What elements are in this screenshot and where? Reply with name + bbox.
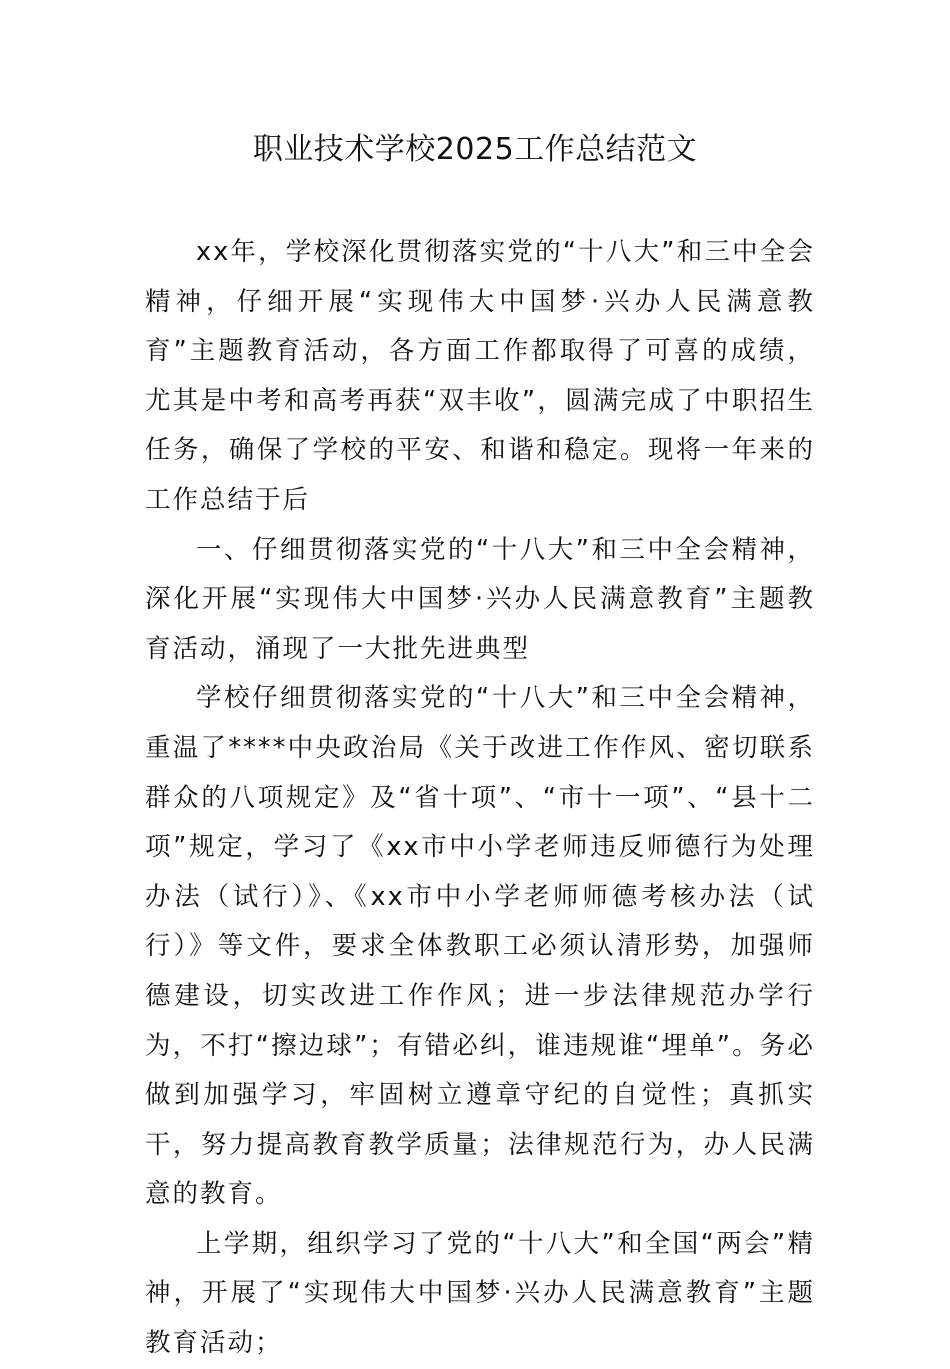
paragraph-intro: xx年，学校深化贯彻落实党的“十八大”和三中全会精神，仔细开展“实现伟大中国梦·兴办人民满意教育”主题教育活动，各方面工作都取得了可喜的成绩，尤其是中考和高考再获“双丰收”，圆满完成了中职招生任务，确保了学校的平安、和谐和稳定。现将一年来的工作总结于后 (145, 237, 815, 515)
paragraph-study: 学校仔细贯彻落实党的“十八大”和三中全会精神，重温了****中央政治局《关于改进工作作风、密切联系群众的八项规定》及“省十项”、“市十一项”、“县十二项”规定，学习了《xx市中小学老师违反师德行为处理办法（试行）》、《xx市中小学老师师德考核办法（试行）》等文件，要求全体教职工必须认清形势，加强师德建设，切实改进工作作风；进一步法律规范办学行为，不打“擦边球”；有错必纠，谁违规谁“埋单”。务必做到加强学习，牢固树立遵章守纪的自觉性；真抓实干，努力提高教育教学质量；法律规范行为，办人民满意的教育。 (145, 683, 815, 1210)
paragraph-section-heading: 一、仔细贯彻落实党的“十八大”和三中全会精神，深化开展“实现伟大中国梦·兴办人民满意教育”主题教育活动，涌现了一大批先进典型 (145, 534, 815, 664)
document-title: 职业技术学校2025工作总结范文 (252, 132, 698, 167)
document-body (145, 228, 815, 1369)
paragraph-semester: 上学期，组织学习了党的“十八大”和全国“两会”精神，开展了“实现伟大中国梦·兴办人民满意教育”主题教育活动； (145, 1228, 815, 1359)
